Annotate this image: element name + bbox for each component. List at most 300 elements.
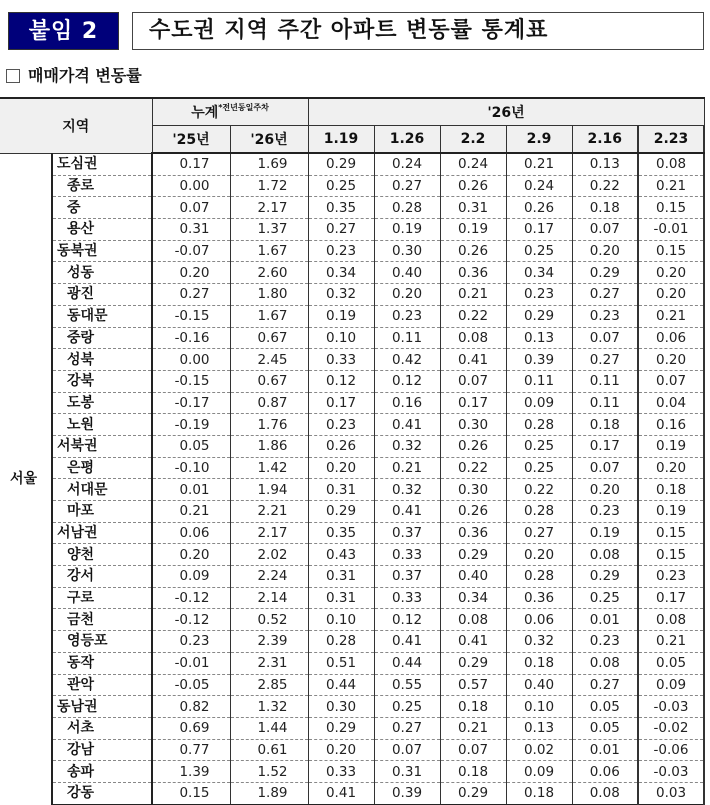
value-cell: 0.13 xyxy=(506,717,572,739)
value-cell: 0.30 xyxy=(440,414,506,436)
value-cell: 0.11 xyxy=(572,370,638,392)
value-cell: 0.15 xyxy=(638,522,704,544)
value-cell: 0.09 xyxy=(638,674,704,696)
value-cell: 0.27 xyxy=(572,674,638,696)
value-cell: 0.07 xyxy=(572,327,638,349)
district-name: 성북 xyxy=(52,349,152,371)
value-cell: 0.43 xyxy=(308,544,374,566)
value-cell: 0.20 xyxy=(638,262,704,284)
value-cell: 0.39 xyxy=(374,782,440,804)
value-cell: 0.40 xyxy=(506,674,572,696)
value-cell: 0.39 xyxy=(506,349,572,371)
value-cell: 0.23 xyxy=(374,305,440,327)
value-cell: 0.32 xyxy=(506,631,572,653)
value-cell: 0.13 xyxy=(572,153,638,175)
col-header-25: '25년 xyxy=(152,126,230,154)
value-cell: 0.07 xyxy=(152,197,230,219)
value-cell: 0.77 xyxy=(152,739,230,761)
district-name: 관악 xyxy=(52,674,152,696)
value-cell: 0.27 xyxy=(572,349,638,371)
value-cell: 0.29 xyxy=(308,717,374,739)
district-name: 중 xyxy=(52,197,152,219)
title-row xyxy=(8,12,708,50)
table-row xyxy=(0,435,704,457)
value-cell: 2.60 xyxy=(230,262,308,284)
value-cell: 0.36 xyxy=(440,522,506,544)
value-cell: 0.20 xyxy=(506,544,572,566)
district-name: 광진 xyxy=(52,284,152,306)
value-cell: 0.19 xyxy=(440,219,506,241)
value-cell: 0.27 xyxy=(506,522,572,544)
value-cell: 0.36 xyxy=(440,262,506,284)
value-cell: 0.29 xyxy=(440,782,506,804)
value-cell: 0.29 xyxy=(572,566,638,588)
value-cell: 0.26 xyxy=(440,435,506,457)
table-row xyxy=(0,587,704,609)
value-cell: -0.15 xyxy=(152,370,230,392)
value-cell: 0.29 xyxy=(440,652,506,674)
value-cell: 0.20 xyxy=(572,479,638,501)
table-row xyxy=(0,457,704,479)
value-cell: 0.17 xyxy=(638,587,704,609)
value-cell: 0.51 xyxy=(308,652,374,674)
value-cell: 0.04 xyxy=(638,392,704,414)
value-cell: 0.27 xyxy=(308,219,374,241)
value-cell: 0.20 xyxy=(638,457,704,479)
value-cell: 0.18 xyxy=(440,761,506,783)
value-cell: 0.17 xyxy=(506,219,572,241)
table-row xyxy=(0,566,704,588)
district-name: 강동 xyxy=(52,782,152,804)
value-cell: 2.21 xyxy=(230,501,308,523)
value-cell: 0.20 xyxy=(308,457,374,479)
zone-name: 동북권 xyxy=(52,240,152,262)
value-cell: 2.24 xyxy=(230,566,308,588)
value-cell: 0.22 xyxy=(440,457,506,479)
value-cell: 0.20 xyxy=(572,240,638,262)
value-cell: -0.01 xyxy=(152,652,230,674)
value-cell: 0.37 xyxy=(374,566,440,588)
value-cell: 0.08 xyxy=(638,153,704,175)
value-cell: 0.19 xyxy=(638,435,704,457)
value-cell: 0.35 xyxy=(308,522,374,544)
value-cell: 0.19 xyxy=(308,305,374,327)
value-cell: 0.25 xyxy=(308,175,374,197)
value-cell: 2.02 xyxy=(230,544,308,566)
value-cell: 0.24 xyxy=(440,153,506,175)
value-cell: 0.08 xyxy=(638,609,704,631)
section-label: 매매가격 변동률 xyxy=(28,66,142,85)
value-cell: 0.22 xyxy=(440,305,506,327)
value-cell: 0.28 xyxy=(374,197,440,219)
value-cell: 0.17 xyxy=(572,435,638,457)
value-cell: 0.33 xyxy=(374,544,440,566)
value-cell: 0.23 xyxy=(308,414,374,436)
value-cell: 0.07 xyxy=(440,370,506,392)
value-cell: 0.36 xyxy=(506,587,572,609)
value-cell: 0.25 xyxy=(374,696,440,718)
value-cell: 0.27 xyxy=(374,717,440,739)
value-cell: 0.12 xyxy=(374,609,440,631)
value-cell: 0.27 xyxy=(572,284,638,306)
city-label: 서울 xyxy=(0,153,52,804)
value-cell: 0.20 xyxy=(374,284,440,306)
value-cell: 0.23 xyxy=(572,305,638,327)
value-cell: 0.19 xyxy=(638,501,704,523)
value-cell: -0.03 xyxy=(638,761,704,783)
value-cell: -0.06 xyxy=(638,739,704,761)
value-cell: 0.07 xyxy=(440,739,506,761)
value-cell: 0.06 xyxy=(638,327,704,349)
value-cell: 0.32 xyxy=(374,435,440,457)
value-cell: 0.06 xyxy=(572,761,638,783)
value-cell: 2.45 xyxy=(230,349,308,371)
cumulative-note: *전년동일주차 xyxy=(218,103,269,112)
value-cell: 1.32 xyxy=(230,696,308,718)
value-cell: 0.25 xyxy=(506,240,572,262)
value-cell: 0.34 xyxy=(506,262,572,284)
value-cell: 2.31 xyxy=(230,652,308,674)
value-cell: 0.10 xyxy=(506,696,572,718)
district-name: 금천 xyxy=(52,609,152,631)
value-cell: 0.16 xyxy=(638,414,704,436)
value-cell: 0.18 xyxy=(506,782,572,804)
value-cell: 0.11 xyxy=(572,392,638,414)
value-cell: 2.39 xyxy=(230,631,308,653)
value-cell: 0.57 xyxy=(440,674,506,696)
value-cell: 0.30 xyxy=(440,479,506,501)
table-row xyxy=(0,631,704,653)
value-cell: 0.29 xyxy=(308,501,374,523)
district-name: 동작 xyxy=(52,652,152,674)
value-cell: 1.89 xyxy=(230,782,308,804)
district-name: 마포 xyxy=(52,501,152,523)
col-header-week: 2.2 xyxy=(440,126,506,154)
value-cell: 0.20 xyxy=(152,262,230,284)
value-cell: 0.28 xyxy=(506,414,572,436)
value-cell: 0.82 xyxy=(152,696,230,718)
col-header-week: 1.26 xyxy=(374,126,440,154)
col-header-week-latest: 2.23 xyxy=(638,126,704,154)
value-cell: 0.41 xyxy=(374,631,440,653)
attachment-badge: 붙임 2 xyxy=(8,12,119,50)
value-cell: 0.08 xyxy=(572,544,638,566)
value-cell: -0.01 xyxy=(638,219,704,241)
value-cell: 0.31 xyxy=(308,587,374,609)
district-name: 은평 xyxy=(52,457,152,479)
value-cell: 0.30 xyxy=(308,696,374,718)
value-cell: 0.19 xyxy=(374,219,440,241)
value-cell: 1.94 xyxy=(230,479,308,501)
value-cell: 0.40 xyxy=(440,566,506,588)
district-name: 영등포 xyxy=(52,631,152,653)
district-name: 용산 xyxy=(52,219,152,241)
price-change-table xyxy=(0,97,705,805)
value-cell: 0.33 xyxy=(374,587,440,609)
value-cell: 0.41 xyxy=(440,631,506,653)
value-cell: 0.20 xyxy=(638,284,704,306)
value-cell: 0.29 xyxy=(506,305,572,327)
district-name: 도봉 xyxy=(52,392,152,414)
value-cell: 0.34 xyxy=(440,587,506,609)
value-cell: -0.07 xyxy=(152,240,230,262)
value-cell: 0.87 xyxy=(230,392,308,414)
district-name: 중랑 xyxy=(52,327,152,349)
region-header: 지역 xyxy=(0,98,152,153)
value-cell: 0.31 xyxy=(374,761,440,783)
col-header-week: 1.19 xyxy=(308,126,374,154)
value-cell: 2.17 xyxy=(230,197,308,219)
value-cell: 0.41 xyxy=(308,782,374,804)
district-name: 노원 xyxy=(52,414,152,436)
value-cell: 0.23 xyxy=(572,631,638,653)
value-cell: 0.06 xyxy=(506,609,572,631)
value-cell: 0.08 xyxy=(440,609,506,631)
value-cell: 0.44 xyxy=(308,674,374,696)
value-cell: -0.12 xyxy=(152,587,230,609)
document-title: 수도권 지역 주간 아파트 변동률 통계표 xyxy=(132,12,704,50)
table-row xyxy=(0,392,704,414)
table-row xyxy=(0,479,704,501)
value-cell: 0.02 xyxy=(506,739,572,761)
table-row xyxy=(0,696,704,718)
value-cell: -0.12 xyxy=(152,609,230,631)
table-row xyxy=(0,284,704,306)
table-row xyxy=(0,240,704,262)
value-cell: 0.21 xyxy=(638,305,704,327)
value-cell: 0.41 xyxy=(440,349,506,371)
table-row xyxy=(0,414,704,436)
value-cell: 1.37 xyxy=(230,219,308,241)
value-cell: 0.16 xyxy=(374,392,440,414)
value-cell: 0.31 xyxy=(308,479,374,501)
value-cell: 0.67 xyxy=(230,370,308,392)
value-cell: 1.80 xyxy=(230,284,308,306)
cumulative-label: 누계 xyxy=(191,105,219,121)
value-cell: 0.26 xyxy=(440,175,506,197)
value-cell: 0.06 xyxy=(152,522,230,544)
value-cell: 0.01 xyxy=(152,479,230,501)
value-cell: 1.72 xyxy=(230,175,308,197)
value-cell: -0.02 xyxy=(638,717,704,739)
value-cell: 0.26 xyxy=(440,240,506,262)
value-cell: 0.52 xyxy=(230,609,308,631)
value-cell: 0.26 xyxy=(308,435,374,457)
value-cell: 0.37 xyxy=(374,522,440,544)
value-cell: 0.11 xyxy=(506,370,572,392)
value-cell: -0.16 xyxy=(152,327,230,349)
value-cell: 1.52 xyxy=(230,761,308,783)
value-cell: 0.31 xyxy=(152,219,230,241)
value-cell: 0.32 xyxy=(308,284,374,306)
value-cell: 0.21 xyxy=(638,631,704,653)
table-row xyxy=(0,652,704,674)
value-cell: 0.00 xyxy=(152,175,230,197)
table-row xyxy=(0,544,704,566)
value-cell: 0.33 xyxy=(308,761,374,783)
table-row xyxy=(0,153,704,175)
table-row xyxy=(0,327,704,349)
value-cell: 0.41 xyxy=(374,501,440,523)
table-row xyxy=(0,197,704,219)
district-name: 강서 xyxy=(52,566,152,588)
zone-name: 서남권 xyxy=(52,522,152,544)
value-cell: 0.23 xyxy=(638,566,704,588)
value-cell: 0.29 xyxy=(308,153,374,175)
col-header-week: 2.9 xyxy=(506,126,572,154)
value-cell: 0.22 xyxy=(572,175,638,197)
district-name: 강남 xyxy=(52,739,152,761)
value-cell: 2.17 xyxy=(230,522,308,544)
col-header-week: 2.16 xyxy=(572,126,638,154)
value-cell: 0.20 xyxy=(308,739,374,761)
value-cell: 0.21 xyxy=(638,175,704,197)
table-row xyxy=(0,739,704,761)
value-cell: 0.01 xyxy=(572,739,638,761)
value-cell: 0.24 xyxy=(374,153,440,175)
value-cell: 0.09 xyxy=(152,566,230,588)
value-cell: 0.25 xyxy=(506,435,572,457)
value-cell: 0.23 xyxy=(152,631,230,653)
value-cell: -0.05 xyxy=(152,674,230,696)
value-cell: 0.18 xyxy=(572,197,638,219)
value-cell: 0.10 xyxy=(308,609,374,631)
value-cell: 0.21 xyxy=(440,284,506,306)
value-cell: 0.35 xyxy=(308,197,374,219)
table-row xyxy=(0,349,704,371)
value-cell: 0.00 xyxy=(152,349,230,371)
value-cell: 0.34 xyxy=(308,262,374,284)
value-cell: 0.07 xyxy=(374,739,440,761)
district-name: 동대문 xyxy=(52,305,152,327)
value-cell: 0.61 xyxy=(230,739,308,761)
value-cell: 0.12 xyxy=(308,370,374,392)
district-name: 종로 xyxy=(52,175,152,197)
value-cell: 1.76 xyxy=(230,414,308,436)
value-cell: -0.03 xyxy=(638,696,704,718)
value-cell: 0.07 xyxy=(572,219,638,241)
value-cell: 0.29 xyxy=(440,544,506,566)
value-cell: 2.14 xyxy=(230,587,308,609)
value-cell: 0.15 xyxy=(638,240,704,262)
value-cell: 0.21 xyxy=(506,153,572,175)
value-cell: 0.17 xyxy=(308,392,374,414)
value-cell: 0.27 xyxy=(152,284,230,306)
value-cell: 0.09 xyxy=(506,761,572,783)
value-cell: 0.18 xyxy=(506,652,572,674)
value-cell: 0.25 xyxy=(506,457,572,479)
value-cell: 0.08 xyxy=(572,652,638,674)
district-name: 강북 xyxy=(52,370,152,392)
table-row xyxy=(0,674,704,696)
value-cell: 0.23 xyxy=(506,284,572,306)
district-name: 구로 xyxy=(52,587,152,609)
value-cell: 0.18 xyxy=(440,696,506,718)
value-cell: 0.15 xyxy=(152,782,230,804)
value-cell: 1.44 xyxy=(230,717,308,739)
year-group-header: '26년 xyxy=(308,98,704,126)
value-cell: 0.17 xyxy=(440,392,506,414)
value-cell: 0.22 xyxy=(506,479,572,501)
value-cell: 0.44 xyxy=(374,652,440,674)
col-header-26: '26년 xyxy=(230,126,308,154)
table-row xyxy=(0,370,704,392)
table-row xyxy=(0,305,704,327)
value-cell: 0.28 xyxy=(506,566,572,588)
zone-name: 서북권 xyxy=(52,435,152,457)
table-row xyxy=(0,262,704,284)
table-row xyxy=(0,782,704,804)
value-cell: 0.15 xyxy=(638,197,704,219)
value-cell: 0.25 xyxy=(572,587,638,609)
section-heading xyxy=(6,66,142,86)
value-cell: 0.19 xyxy=(572,522,638,544)
value-cell: 1.67 xyxy=(230,240,308,262)
value-cell: 0.24 xyxy=(506,175,572,197)
value-cell: 0.67 xyxy=(230,327,308,349)
value-cell: 0.07 xyxy=(638,370,704,392)
value-cell: 0.27 xyxy=(374,175,440,197)
value-cell: 0.23 xyxy=(572,501,638,523)
value-cell: 0.21 xyxy=(440,717,506,739)
value-cell: 0.12 xyxy=(374,370,440,392)
value-cell: -0.15 xyxy=(152,305,230,327)
value-cell: 1.86 xyxy=(230,435,308,457)
value-cell: 0.33 xyxy=(308,349,374,371)
value-cell: 0.42 xyxy=(374,349,440,371)
value-cell: 0.10 xyxy=(308,327,374,349)
value-cell: 0.69 xyxy=(152,717,230,739)
value-cell: 0.08 xyxy=(572,782,638,804)
table-row xyxy=(0,501,704,523)
value-cell: 0.28 xyxy=(506,501,572,523)
value-cell: 0.20 xyxy=(152,544,230,566)
value-cell: 2.85 xyxy=(230,674,308,696)
district-name: 성동 xyxy=(52,262,152,284)
value-cell: 0.18 xyxy=(572,414,638,436)
value-cell: 0.05 xyxy=(572,717,638,739)
value-cell: 0.15 xyxy=(638,544,704,566)
zone-name: 동남권 xyxy=(52,696,152,718)
value-cell: 0.21 xyxy=(152,501,230,523)
value-cell: 0.05 xyxy=(152,435,230,457)
value-cell: 0.31 xyxy=(440,197,506,219)
value-cell: 1.42 xyxy=(230,457,308,479)
value-cell: 1.67 xyxy=(230,305,308,327)
value-cell: 0.21 xyxy=(374,457,440,479)
table-row xyxy=(0,522,704,544)
table-row xyxy=(0,609,704,631)
value-cell: 0.32 xyxy=(374,479,440,501)
value-cell: 0.08 xyxy=(440,327,506,349)
value-cell: 0.17 xyxy=(152,153,230,175)
value-cell: 0.28 xyxy=(308,631,374,653)
value-cell: -0.10 xyxy=(152,457,230,479)
value-cell: 0.09 xyxy=(506,392,572,414)
zone-name: 도심권 xyxy=(52,153,152,175)
value-cell: 0.20 xyxy=(638,349,704,371)
table-row xyxy=(0,219,704,241)
district-name: 서초 xyxy=(52,717,152,739)
table-row xyxy=(0,717,704,739)
checkbox-bullet-icon xyxy=(6,69,20,83)
value-cell: 0.07 xyxy=(572,457,638,479)
value-cell: 0.26 xyxy=(440,501,506,523)
district-name: 송파 xyxy=(52,761,152,783)
value-cell: 0.40 xyxy=(374,262,440,284)
value-cell: 0.55 xyxy=(374,674,440,696)
value-cell: 0.05 xyxy=(572,696,638,718)
